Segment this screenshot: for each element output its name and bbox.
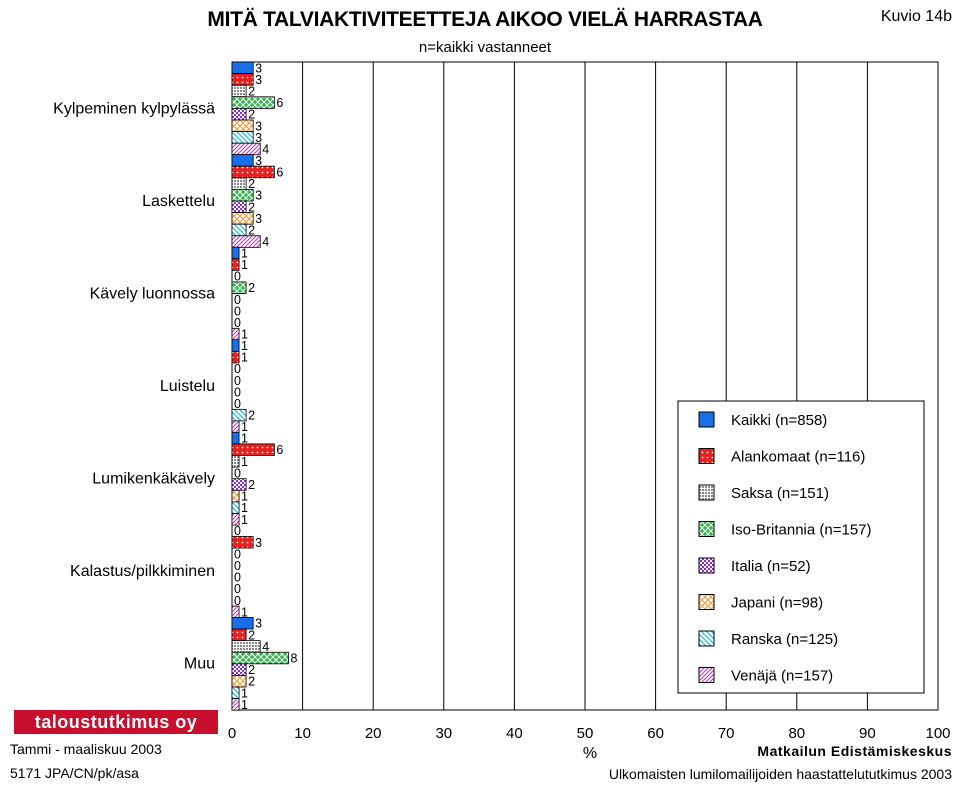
data-label-laskettelu-italia-n-52: 2: [248, 200, 256, 215]
footer-date: Tammi - maaliskuu 2003: [10, 741, 162, 757]
bar-kylpeminen-kylpylassa-saksa-n-151: [232, 85, 246, 97]
data-label-kylpeminen-kylpylassa-alankomaat-n-116: 3: [255, 72, 263, 87]
footer-study: Ulkomaisten lumilomailijoiden haastattelututkimus 2003: [608, 766, 952, 782]
data-label-kylpeminen-kylpylassa-kaikki-n-858: 3: [255, 61, 263, 76]
legend-swatch-kaikki-n-858: [699, 412, 714, 427]
bar-kylpeminen-kylpylassa-alankomaat-n-116: [232, 74, 253, 86]
data-label-muu-kaikki-n-858: 3: [255, 616, 263, 631]
legend-box: [678, 401, 924, 693]
data-label-kalastus-pilkkiminen-saksa-n-151: 0: [234, 547, 241, 562]
data-label-laskettelu-venaja-n-157: 4: [262, 235, 270, 250]
bar-luistelu-kaikki-n-858: [232, 340, 239, 352]
data-label-kalastus-pilkkiminen-alankomaat-n-116: 3: [255, 535, 263, 550]
x-axis-label: %: [582, 745, 598, 762]
data-label-kalastus-pilkkiminen-venaja-n-157: 1: [241, 605, 249, 620]
data-label-kylpeminen-kylpylassa-ranska-n-125: 3: [255, 130, 263, 145]
bar-muu-iso-britannia-n-157: [232, 652, 288, 664]
x-tick-label-30: 30: [435, 725, 453, 742]
data-label-muu-japani-n-98: 2: [248, 674, 256, 689]
bar-muu-alankomaat-n-116: [232, 629, 246, 641]
data-label-kavely-luonnossa-italia-n-52: 0: [234, 292, 241, 307]
data-label-luistelu-italia-n-52: 0: [234, 385, 241, 400]
category-label-muu: Muu: [183, 655, 215, 673]
data-label-luistelu-iso-britannia-n-157: 0: [234, 373, 241, 388]
data-label-lumikenkakavely-italia-n-52: 2: [248, 477, 256, 492]
bar-laskettelu-iso-britannia-n-157: [232, 189, 253, 201]
bar-lumikenkakavely-italia-n-52: [232, 479, 246, 491]
category-label-luistelu: Luistelu: [159, 378, 215, 395]
data-label-kylpeminen-kylpylassa-iso-britannia-n-157: 6: [276, 96, 284, 111]
category-label-laskettelu: Laskettelu: [142, 192, 215, 210]
data-label-laskettelu-japani-n-98: 3: [255, 211, 263, 226]
bar-kylpeminen-kylpylassa-italia-n-52: [232, 108, 246, 120]
bar-laskettelu-alankomaat-n-116: [232, 166, 274, 178]
x-tick-label-70: 70: [717, 725, 735, 742]
legend-swatch-japani-n-98: [699, 595, 714, 610]
footer-code: 5171 JPA/CN/pk/asa: [10, 765, 139, 781]
data-label-kavely-luonnossa-japani-n-98: 0: [234, 304, 241, 319]
legend-label-ranska-n-125: Ranska (n=125): [731, 631, 839, 648]
data-label-kalastus-pilkkiminen-kaikki-n-858: 0: [234, 524, 241, 539]
legend-swatch-italia-n-52: [699, 558, 714, 573]
legend-label-kaikki-n-858: Kaikki (n=858): [731, 412, 828, 429]
data-label-muu-iso-britannia-n-157: 8: [290, 651, 298, 666]
data-label-kavely-luonnossa-venaja-n-157: 1: [241, 327, 249, 342]
bar-kylpeminen-kylpylassa-japani-n-98: [232, 120, 253, 132]
footer-organization: Matkailun Edistämiskeskus: [757, 743, 952, 759]
figure-label: Kuvio 14b: [880, 8, 952, 25]
bar-laskettelu-saksa-n-151: [232, 178, 246, 190]
data-label-kylpeminen-kylpylassa-japani-n-98: 3: [255, 119, 263, 134]
data-label-kylpeminen-kylpylassa-saksa-n-151: 2: [248, 84, 256, 99]
legend-label-iso-britannia-n-157: Iso-Britannia (n=157): [731, 521, 872, 539]
bar-laskettelu-italia-n-52: [232, 201, 246, 213]
data-label-luistelu-saksa-n-151: 0: [234, 362, 241, 377]
data-label-luistelu-alankomaat-n-116: 1: [241, 350, 249, 365]
chart-subtitle: n=kaikki vastanneet: [418, 39, 552, 56]
data-label-lumikenkakavely-saksa-n-151: 1: [241, 454, 249, 469]
bar-laskettelu-japani-n-98: [232, 213, 253, 225]
bar-muu-italia-n-52: [232, 664, 246, 676]
bar-kalastus-pilkkiminen-venaja-n-157: [232, 606, 239, 618]
x-tick-label-0: 0: [227, 725, 237, 742]
legend-label-venaja-n-157: Venäjä (n=157): [731, 667, 834, 685]
data-label-kavely-luonnossa-ranska-n-125: 0: [234, 316, 241, 331]
data-label-kavely-luonnossa-iso-britannia-n-157: 2: [248, 281, 256, 296]
bar-kavely-luonnossa-iso-britannia-n-157: [232, 282, 246, 294]
bar-kylpeminen-kylpylassa-kaikki-n-858: [232, 62, 253, 74]
legend-label-saksa-n-151: Saksa (n=151): [731, 485, 829, 502]
bar-kylpeminen-kylpylassa-iso-britannia-n-157: [232, 97, 274, 109]
data-label-kylpeminen-kylpylassa-venaja-n-157: 4: [262, 142, 270, 157]
bar-luistelu-ranska-n-125: [232, 409, 246, 421]
bar-lumikenkakavely-ranska-n-125: [232, 502, 239, 514]
data-label-lumikenkakavely-alankomaat-n-116: 6: [276, 443, 284, 458]
bar-kavely-luonnossa-kaikki-n-858: [232, 247, 239, 259]
data-label-kylpeminen-kylpylassa-italia-n-52: 2: [248, 107, 256, 122]
legend-label-italia-n-52: Italia (n=52): [731, 558, 811, 575]
bar-muu-venaja-n-157: [232, 699, 239, 711]
data-label-kavely-luonnossa-alankomaat-n-116: 1: [241, 258, 249, 273]
x-tick-label-20: 20: [364, 725, 382, 742]
bar-lumikenkakavely-kaikki-n-858: [232, 432, 239, 444]
data-label-kalastus-pilkkiminen-iso-britannia-n-157: 0: [234, 558, 241, 573]
legend-swatch-iso-britannia-n-157: [699, 522, 714, 537]
data-label-muu-saksa-n-151: 4: [262, 639, 270, 654]
data-label-lumikenkakavely-iso-britannia-n-157: 0: [234, 466, 241, 481]
data-label-kavely-luonnossa-saksa-n-151: 0: [234, 269, 241, 284]
bar-muu-saksa-n-151: [232, 641, 260, 653]
data-label-luistelu-ranska-n-125: 2: [248, 408, 256, 423]
data-label-lumikenkakavely-ranska-n-125: 1: [241, 501, 249, 516]
x-tick-label-50: 50: [576, 725, 594, 742]
legend-swatch-saksa-n-151: [699, 485, 714, 500]
data-label-kalastus-pilkkiminen-italia-n-52: 0: [234, 570, 241, 585]
x-tick-label-80: 80: [788, 725, 806, 742]
legend-label-japani-n-98: Japani (n=98): [731, 594, 824, 612]
data-label-luistelu-kaikki-n-858: 1: [241, 339, 249, 354]
legend-swatch-ranska-n-125: [699, 631, 714, 646]
data-label-kavely-luonnossa-kaikki-n-858: 1: [241, 246, 249, 261]
data-label-muu-italia-n-52: 2: [248, 663, 256, 678]
category-label-kylpeminen-kylpylassa: Kylpeminen kylpylässä: [53, 100, 215, 118]
data-label-lumikenkakavely-venaja-n-157: 1: [241, 512, 249, 527]
data-label-laskettelu-ranska-n-125: 2: [248, 223, 256, 238]
bar-muu-japani-n-98: [232, 675, 246, 687]
bar-laskettelu-kaikki-n-858: [232, 155, 253, 167]
bar-kylpeminen-kylpylassa-ranska-n-125: [232, 132, 253, 144]
bar-kalastus-pilkkiminen-alankomaat-n-116: [232, 536, 253, 548]
bar-lumikenkakavely-saksa-n-151: [232, 455, 239, 467]
data-label-lumikenkakavely-kaikki-n-858: 1: [241, 431, 249, 446]
x-tick-label-60: 60: [647, 725, 664, 742]
data-label-laskettelu-kaikki-n-858: 3: [255, 153, 263, 168]
x-tick-label-40: 40: [506, 725, 523, 742]
category-label-lumikenkakavely: Lumikenkäkävely: [92, 470, 215, 488]
data-label-muu-venaja-n-157: 1: [241, 697, 249, 712]
bar-luistelu-venaja-n-157: [232, 421, 239, 433]
bar-lumikenkakavely-japani-n-98: [232, 490, 239, 502]
legend-swatch-venaja-n-157: [699, 668, 714, 683]
taloustutkimus-logo: taloustutkimus oy: [14, 710, 218, 734]
bar-laskettelu-ranska-n-125: [232, 224, 246, 236]
bar-muu-ranska-n-125: [232, 687, 239, 699]
data-label-muu-alankomaat-n-116: 2: [248, 628, 256, 643]
data-label-laskettelu-iso-britannia-n-157: 3: [255, 188, 263, 203]
data-label-kalastus-pilkkiminen-ranska-n-125: 0: [234, 593, 241, 608]
data-label-luistelu-venaja-n-157: 1: [241, 420, 249, 435]
data-label-luistelu-japani-n-98: 0: [234, 397, 241, 412]
data-label-lumikenkakavely-japani-n-98: 1: [241, 489, 249, 504]
category-label-kalastus-pilkkiminen: Kalastus/pilkkiminen: [70, 563, 215, 581]
data-label-laskettelu-alankomaat-n-116: 6: [276, 165, 284, 180]
data-label-muu-ranska-n-125: 1: [241, 686, 249, 701]
x-tick-label-90: 90: [859, 725, 876, 742]
category-label-kavely-luonnossa: Kävely luonnossa: [89, 285, 215, 303]
bar-lumikenkakavely-alankomaat-n-116: [232, 444, 274, 456]
bar-kavely-luonnossa-venaja-n-157: [232, 328, 239, 340]
chart-title: MITÄ TALVIAKTIVITEETTEJA AIKOO VIELÄ HARRASTAA: [207, 8, 763, 31]
bar-kavely-luonnossa-alankomaat-n-116: [232, 259, 239, 271]
legend-label-alankomaat-n-116: Alankomaat (n=116): [731, 448, 866, 466]
data-label-laskettelu-saksa-n-151: 2: [248, 177, 256, 192]
legend-swatch-alankomaat-n-116: [699, 449, 714, 464]
x-tick-label-10: 10: [294, 725, 311, 742]
data-label-kalastus-pilkkiminen-japani-n-98: 0: [234, 582, 241, 597]
bar-luistelu-alankomaat-n-116: [232, 351, 239, 363]
x-tick-label-100: 100: [925, 725, 951, 742]
